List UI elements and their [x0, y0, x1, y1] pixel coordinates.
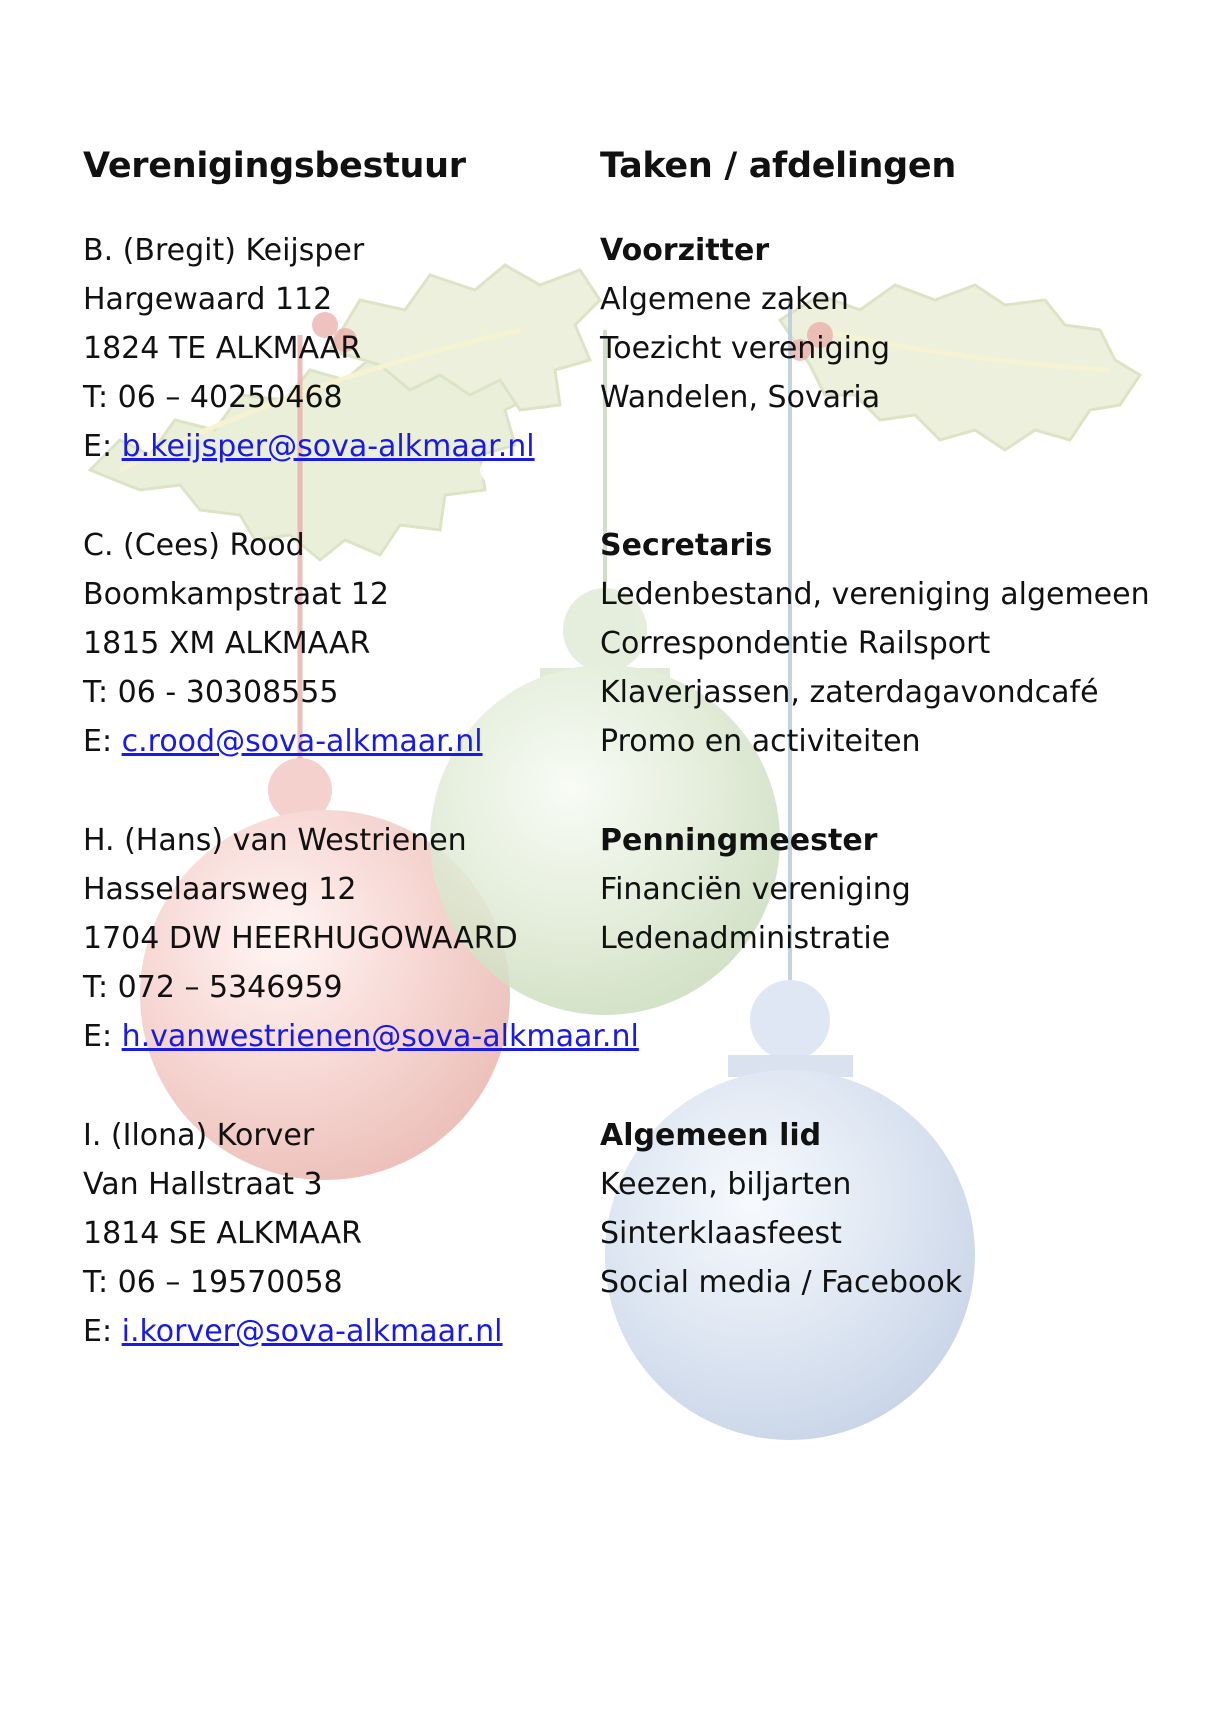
task-item: Social media / Facebook: [600, 1265, 963, 1300]
task-item: Toezicht vereniging: [600, 331, 891, 366]
role-block: [600, 1111, 962, 1307]
role-block: [600, 816, 911, 963]
role-block: [600, 226, 890, 422]
member-contact: [83, 816, 639, 1061]
tasks-heading: Taken / afdelingen: [600, 146, 956, 186]
member-name: I. (Ilona) Korver: [83, 1118, 315, 1153]
member-postal: 1824 TE ALKMAAR: [83, 331, 362, 366]
member-name: H. (Hans) van Westrienen: [83, 823, 467, 858]
member-phone: T: 06 - 30308555: [83, 675, 339, 710]
member-email-line: [83, 1307, 503, 1356]
task-item: Klaverjassen, zaterdagavondcafé: [600, 675, 1099, 710]
member-street: Van Hallstraat 3: [83, 1167, 323, 1202]
role-title: Secretaris: [600, 528, 773, 563]
task-item: Ledenbestand, vereniging algemeen: [600, 577, 1150, 612]
member-street: Boomkampstraat 12: [83, 577, 389, 612]
member-name: C. (Cees) Rood: [83, 528, 305, 563]
task-item: Keezen, biljarten: [600, 1167, 852, 1202]
member-street: Hasselaarsweg 12: [83, 872, 357, 907]
member-postal: 1815 XM ALKMAAR: [83, 626, 371, 661]
task-item: Wandelen, Sovaria: [600, 380, 881, 415]
email-link[interactable]: c.rood@sova-alkmaar.nl: [121, 724, 483, 759]
member-contact: [83, 1111, 503, 1356]
member-email-line: [83, 422, 535, 471]
task-item: Algemene zaken: [600, 282, 849, 317]
task-item: Correspondentie Railsport: [600, 626, 991, 661]
email-link[interactable]: i.korver@sova-alkmaar.nl: [121, 1314, 503, 1349]
member-phone: T: 06 – 19570058: [83, 1265, 343, 1300]
member-contact: [83, 226, 535, 471]
member-street: Hargewaard 112: [83, 282, 333, 317]
role-title: Penningmeester: [600, 823, 878, 858]
task-item: Sinterklaasfeest: [600, 1216, 842, 1251]
email-prefix: E:: [83, 1019, 122, 1054]
email-link[interactable]: h.vanwestrienen@sova-alkmaar.nl: [121, 1019, 639, 1054]
task-item: Promo en activiteiten: [600, 724, 921, 759]
task-item: Financiën vereniging: [600, 872, 911, 907]
member-email-line: [83, 1012, 639, 1061]
member-email-line: [83, 717, 483, 766]
email-prefix: E:: [83, 429, 122, 464]
task-item: Ledenadministratie: [600, 921, 891, 956]
email-link[interactable]: b.keijsper@sova-alkmaar.nl: [121, 429, 535, 464]
member-postal: 1704 DW HEERHUGOWAARD: [83, 921, 518, 956]
member-contact: [83, 521, 483, 766]
email-prefix: E:: [83, 724, 122, 759]
email-prefix: E:: [83, 1314, 122, 1349]
member-name: B. (Bregit) Keijsper: [83, 233, 365, 268]
member-phone: T: 06 – 40250468: [83, 380, 343, 415]
board-heading: Verenigingsbestuur: [83, 146, 466, 186]
role-title: Voorzitter: [600, 233, 770, 268]
role-block: [600, 521, 1150, 766]
member-postal: 1814 SE ALKMAAR: [83, 1216, 362, 1251]
role-title: Algemeen lid: [600, 1118, 822, 1153]
member-phone: T: 072 – 5346959: [83, 970, 343, 1005]
